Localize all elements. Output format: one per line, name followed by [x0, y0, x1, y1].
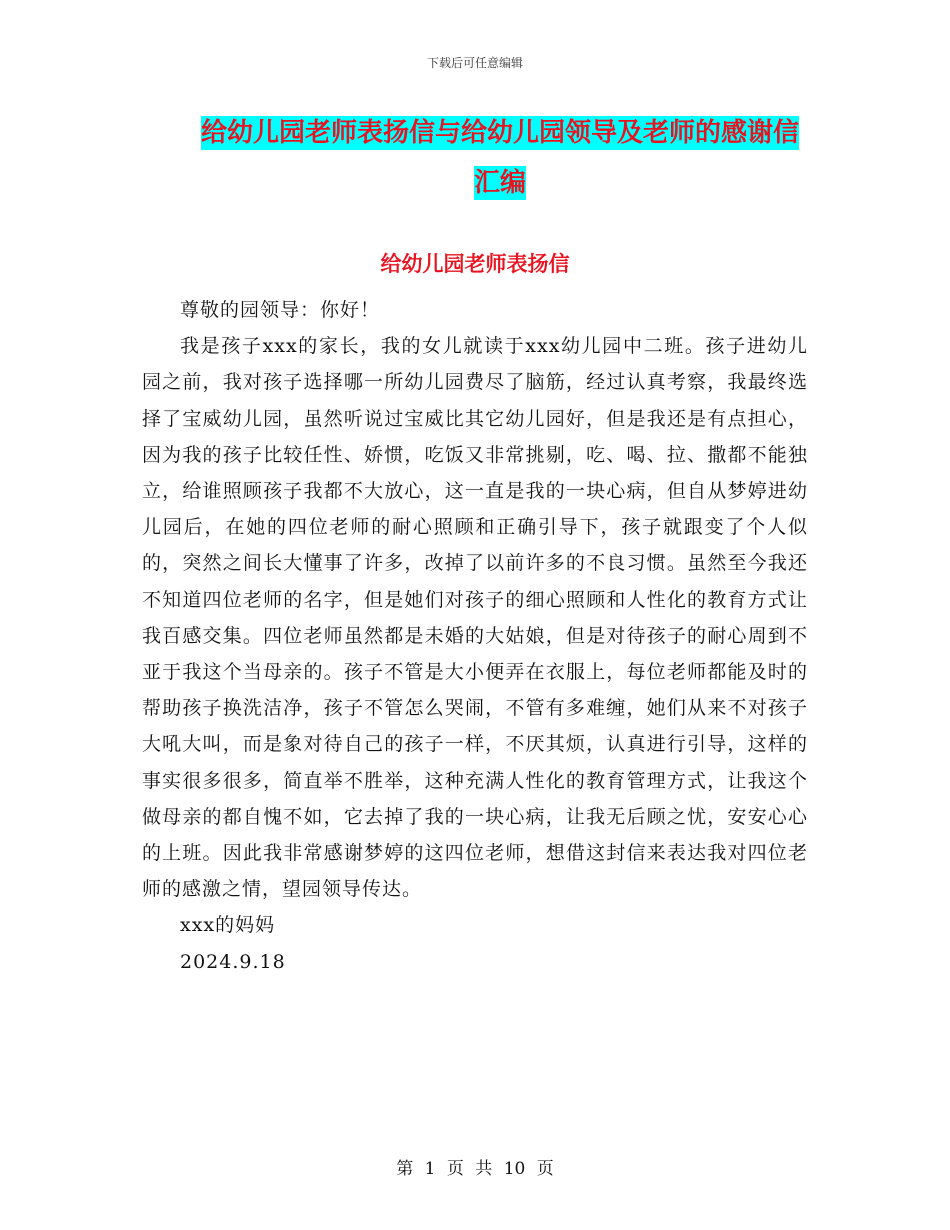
page-footer: 第 1 页 共 10 页 — [396, 1159, 554, 1179]
header-note: 下载后可任意编辑 — [426, 56, 523, 70]
document-title-line1: 给幼儿园老师表扬信与给幼儿园领导及老师的感谢信 — [200, 118, 799, 148]
letter-signature: xxx的妈妈 — [180, 914, 276, 937]
letter-date: 2024.9.18 — [180, 950, 286, 973]
document-title — [150, 108, 850, 208]
letter-body — [142, 292, 808, 980]
letter-paragraph: 我是孩子xxx的家长，我的女儿就读于xxx幼儿园中二班。孩子进幼儿园之前，我对孩子选择哪一所幼儿园费尽了脑筋，经过认真考察，我最终选择了宝威幼儿园，虽然听说过宝威比其它幼儿园好，但是我还是有点担心，因为我的孩子比较任性、娇惯，吃饭又非常挑剔，吃、喝、拉、撒都不能独立，给谁照顾孩子我都不大放心，这一直是我的一块心病，但自从梦婷进幼儿园后，在她的四位老师的耐心照顾和正确引导下，孩子就跟变了个人似的，突然之间长大懂事了许多，改掉了以前许多的不良习惯。虽然至今我还不知道四位老师的名字，但是她们对孩子的细心照顾和人性化的教育方式让我百感交集。四位老师虽然都是未婚的大姑娘，但是对待孩子的耐心周到不亚于我这个当母亲的。孩子不管是大小便弄在衣服上，每位老师都能及时的帮助孩子换洗洁净，孩子不管怎么哭闹，不管有多难缠，她们从来不对孩子大吼大叫，而是象对待自己的孩子一样，不厌其烦，认真进行引导，这样的事实很多很多，简直举不胜举，这种充满人性化的教育管理方式，让我这个做母亲的都自愧不如，它去掉了我的一块心病，让我无后顾之忧，安安心心的上班。因此我非常感谢梦婷的这四位老师，想借这封信来表达我对四位老师的感激之情，望园领导传达。 — [142, 335, 808, 901]
document-title-line2: 汇编 — [473, 168, 526, 198]
letter-salutation: 尊敬的园领导：你好！ — [180, 299, 381, 321]
letter-title: 给幼儿园老师表扬信 — [380, 252, 570, 276]
